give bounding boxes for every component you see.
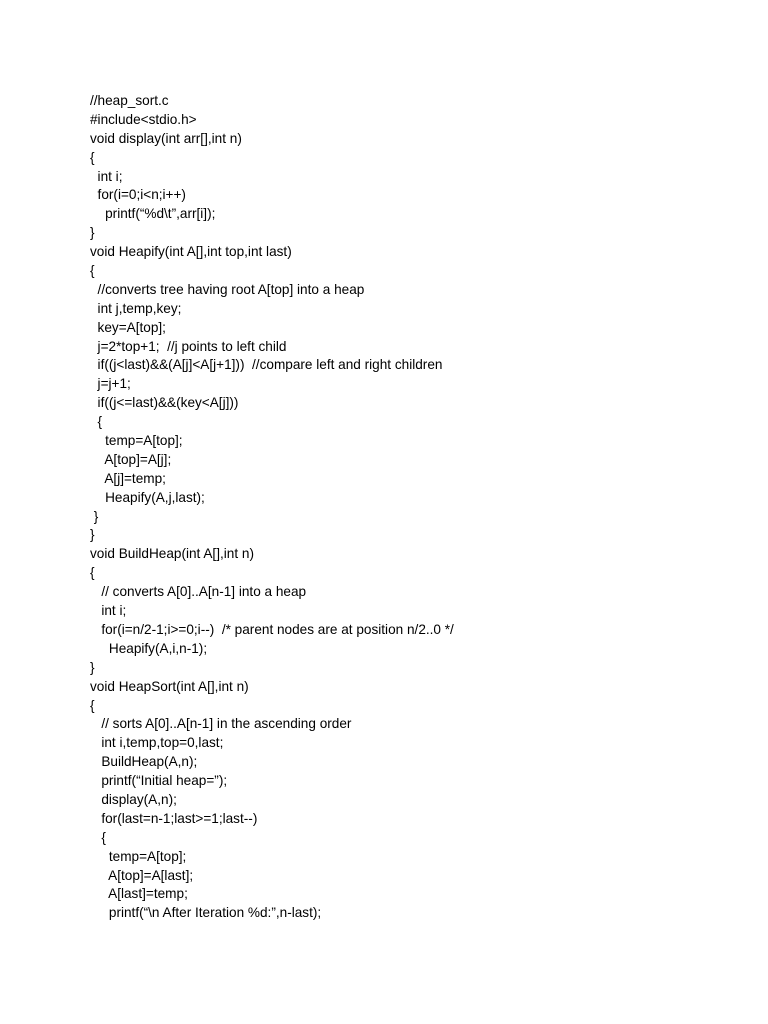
code-line: { [90,263,95,279]
code-line: void Heapify(int A[],int top,int last) [90,244,292,260]
code-line: A[top]=A[j]; [90,451,172,467]
code-line: } [90,225,95,241]
code-line: int i; [90,603,127,619]
code-line: if((j<last)&&(A[j]<A[j+1])) //compare left and right children [90,357,443,373]
code-line: printf(“Initial heap=”); [90,773,228,789]
code-line: //converts tree having root A[top] into a heap [90,281,365,297]
code-line: } [90,527,95,543]
code-line: A[j]=temp; [90,470,166,486]
code-line: BuildHeap(A,n); [90,754,198,770]
code-line: int i,temp,top=0,last; [90,735,224,751]
code-line: void display(int arr[],int n) [90,130,242,146]
code-line: // sorts A[0]..A[n-1] in the ascending order [90,716,352,732]
code-line: for(i=n/2-1;i>=0;i--) /* parent nodes are at position n/2..0 */ [90,621,454,637]
code-line: Heapify(A,i,n-1); [90,640,208,656]
code-line: key=A[top]; [90,319,166,335]
code-listing [90,92,730,923]
code-line: // converts A[0]..A[n-1] into a heap [90,584,307,600]
code-line: for(i=0;i<n;i++) [90,187,186,203]
code-line: temp=A[top]; [90,848,187,864]
code-line: Heapify(A,j,last); [90,489,205,505]
code-line: { [90,149,95,165]
code-line: A[top]=A[last]; [90,867,194,883]
code-line: if((j<=last)&&(key<A[j])) [90,395,239,411]
code-line: //heap_sort.c [90,93,169,108]
code-line: int j,temp,key; [90,300,182,316]
code-line: } [90,508,99,524]
code-line: { [90,414,103,430]
code-line: { [90,829,106,845]
code-line: void HeapSort(int A[],int n) [90,678,249,694]
code-line: A[last]=temp; [90,886,188,902]
code-line: printf(“\n After Iteration %d:”,n-last); [90,905,322,921]
code-line: j=j+1; [90,376,131,392]
code-line: } [90,659,95,675]
code-line: int i; [90,168,123,184]
code-line: #include<stdio.h> [90,111,197,127]
code-line: for(last=n-1;last>=1;last--) [90,810,258,826]
code-line: j=2*top+1; //j points to left child [90,338,287,354]
code-line: { [90,565,95,581]
code-line: temp=A[top]; [90,433,183,449]
code-line: { [90,697,95,713]
code-line: display(A,n); [90,791,177,807]
code-line: void BuildHeap(int A[],int n) [90,546,254,562]
code-line: printf(“%d\t”,arr[i]); [90,206,216,222]
